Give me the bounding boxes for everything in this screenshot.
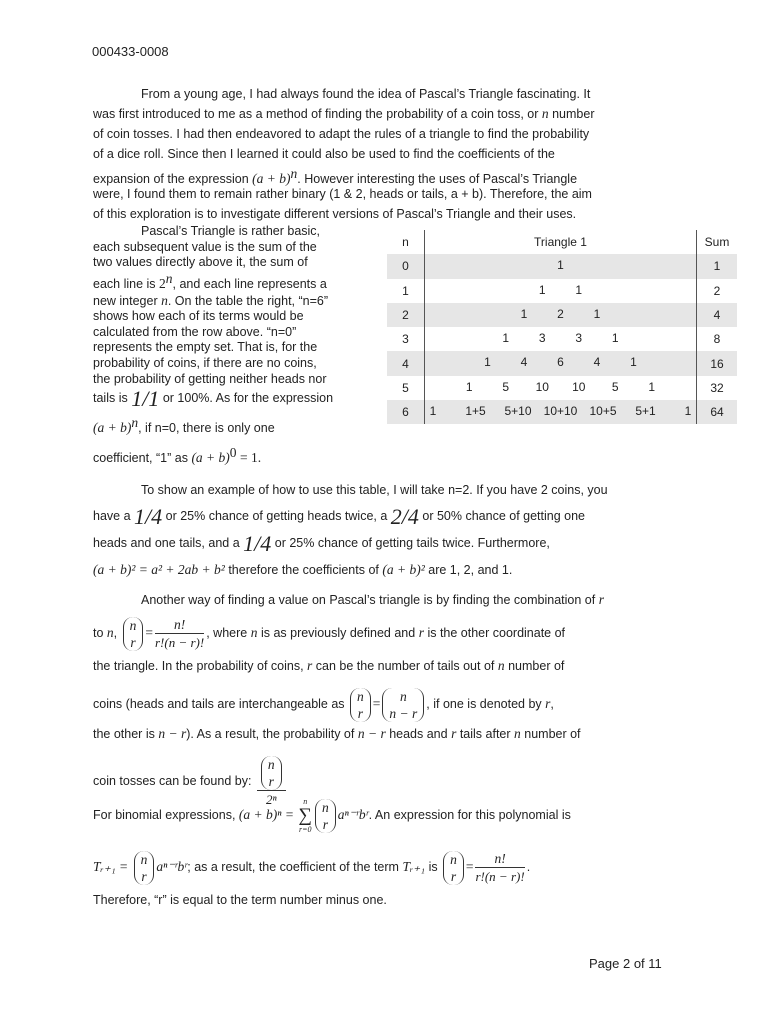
row-n: 6: [387, 400, 425, 424]
triangle-cell: 5: [611, 379, 619, 394]
triangle-cell: 4: [593, 355, 601, 370]
table-row: [387, 303, 737, 327]
triangle-cell: 1+5: [465, 404, 486, 419]
row-triangle-values: [425, 279, 697, 303]
header-sum: Sum: [697, 230, 738, 254]
triangle-cell: 10: [535, 379, 549, 394]
binomial-paragraph: For binomial expressions, (a + b)ⁿ = n ∑ r=0 n r aⁿ⁻ʳbʳ. An expression for this polynomial is Tᵣ₊₁ = n r aⁿ⁻ʳbʳ; as a result, the coefficient of the term Tᵣ₊₁ is n r = $\frac{n!}{r!(n - r)!}$ . Therefore, “r” is equal to the term number minus one.: [93, 796, 571, 907]
row-triangle-values: [425, 351, 697, 375]
triangle-cell: 1: [557, 258, 564, 273]
pascal-description: Pascal’s Triangle is rather basic, each subsequent value is the sum of the two values directly above it, the sum of each line is 2$^n$, and each line represents a new integer n. On the table the right, “n=6” shows how each of its terms would be calculated from the row above. “n=0” represents the empty set. That is, for the probability of coins, if there are no coins, the probability of getting neither heads nor tails is 1/1 or 100%. As for the expression $(a + b)^n$, if n=0, there is only one coefficient, “1” as $(a + b)^0 = 1$.: [93, 224, 334, 466]
table-row: [387, 279, 737, 303]
header-n: n: [387, 230, 425, 254]
triangle-cell: 5+1: [635, 404, 656, 419]
header-triangle: Triangle 1: [534, 235, 587, 250]
factorial-fraction: $\frac{n!}{r!(n - r)!}$: [155, 617, 205, 651]
row-triangle-values: [425, 376, 697, 400]
triangle-cell: 1: [630, 355, 637, 370]
triangle-cell: 1: [538, 282, 546, 297]
triangle-cell: 4: [520, 355, 528, 370]
row-triangle-values: [425, 327, 697, 351]
page-number: Page 2 of 11: [589, 956, 662, 971]
document-id: 000433-0008: [92, 44, 169, 59]
summation-sign: n ∑ r=0: [298, 796, 313, 834]
triangle-cell: 1: [684, 404, 692, 419]
row-n: 1: [387, 279, 425, 303]
pascal-triangle-table: [387, 230, 737, 424]
triangle-cell: 10: [572, 379, 586, 394]
row-n: 0: [387, 254, 425, 278]
row-sum: 1: [697, 254, 738, 278]
triangle-cell: 5: [502, 379, 510, 394]
combination-paragraph: Another way of finding a value on Pascal’s triangle is by finding the combination of r to n, n r = $\frac{n!}{r!(n - r)!}$ , where n is as previously defined and r is the other coordinate of the triangle. In the probability of coins, r can be the number of tails out of n number of coins (heads and tails are interchangeable as n r = n n − r , if one is denoted by r, the other is n − r). As a result, the probability of n − r heads and r tails after n number of coin tosses can be found by: n r 2ⁿ: [93, 592, 604, 807]
row-n: 3: [387, 327, 425, 351]
binomial-n-r: n r: [123, 617, 144, 651]
triangle-cell: 1: [520, 306, 528, 321]
table-row: [387, 400, 737, 424]
triangle-cell: 6: [557, 355, 564, 370]
row-sum: 8: [697, 327, 738, 351]
triangle-cell: 1: [611, 331, 619, 346]
row-triangle-values: [425, 254, 697, 278]
row-sum: 32: [697, 376, 738, 400]
triangle-cell: 1: [429, 404, 437, 419]
row-triangle-values: [425, 400, 697, 424]
table-row: [387, 376, 737, 400]
probability-fraction: n r 2ⁿ: [257, 756, 286, 808]
example-paragraph: To show an example of how to use this table, I will take n=2. If you have 2 coins, you have a 1/4 or 25% chance of getting heads twice, a 2/4 or 50% chance of getting one heads and one tails, and a 1/4 or 25% chance of getting tails twice. Furthermore, (a + b)² = a² + 2ab + b² therefore the coefficients of (a + b)² are 1, 2, and 1.: [93, 483, 608, 577]
triangle-cell: 1: [502, 331, 510, 346]
row-n: 4: [387, 351, 425, 375]
triangle-cell: 1: [484, 355, 491, 370]
row-sum: 64: [697, 400, 738, 424]
triangle-cell: 1: [648, 379, 656, 394]
triangle-cell: 3: [538, 331, 546, 346]
row-triangle-values: [425, 303, 697, 327]
row-n: 5: [387, 376, 425, 400]
row-sum: 2: [697, 279, 738, 303]
triangle-cell: 1: [593, 306, 601, 321]
intro-paragraph: From a young age, I had always found the idea of Pascal’s Triangle fascinating. It was first introduced to me as a method of finding the probability of a coin toss, or n number of coin tosses. I had then endeavored to adapt the rules of a triangle to find the probability of a dice roll. Since then I learned it could also be used to find the coefficients of the expansion of the expression $(a + b)^n$. However interesting the uses of Pascal’s Triangle were, I found them to remain rather binary (1 & 2, heads or tails, a + b). Therefore, the aim of this exploration is to investigate different versions of Pascal’s Triangle and their uses.: [93, 87, 595, 221]
row-n: 2: [387, 303, 425, 327]
table-row: [387, 327, 737, 351]
table-row: [387, 351, 737, 375]
row-sum: 4: [697, 303, 738, 327]
triangle-cell: 10+10: [543, 404, 578, 419]
triangle-cell: 2: [557, 306, 564, 321]
triangle-cell: 1: [465, 379, 473, 394]
table-row: [387, 254, 737, 278]
row-sum: 16: [697, 351, 738, 375]
triangle-cell: 5+10: [504, 404, 532, 419]
triangle-cell: 1: [575, 282, 583, 297]
triangle-cell: 10+5: [589, 404, 617, 419]
triangle-cell: 3: [575, 331, 583, 346]
